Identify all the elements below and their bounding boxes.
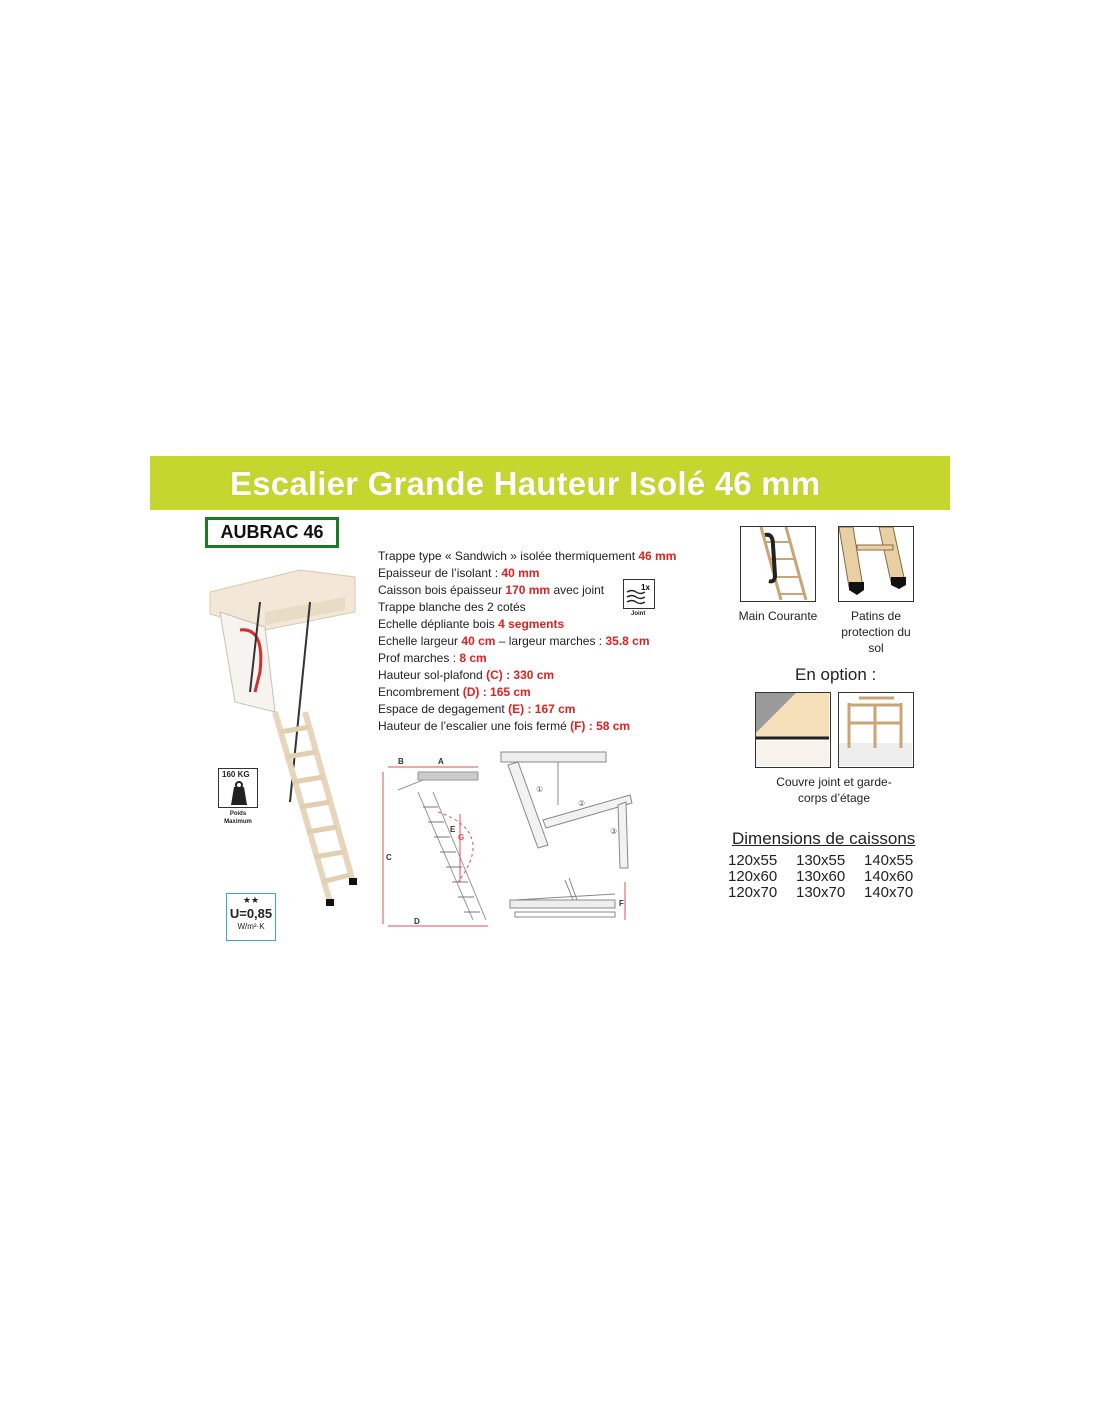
spec-text: Epaisseur de l’isolant : [378,566,502,580]
spec-text-after: avec joint [550,583,605,597]
spec-line [378,650,676,667]
label-d: D [414,917,420,926]
floor-protection-pads-caption [826,608,926,656]
max-weight-caption-line1: Poids [229,811,247,817]
joint-cover-caption-line1: Couvre joint et garde- [776,775,892,789]
options-title: En option : [795,665,877,684]
spec-value: (C) : 330 cm [486,668,555,682]
joint-count: 1x [641,583,650,592]
dimension-diagram-side [378,752,498,930]
joint-seal-caption: Joint [631,611,646,617]
dimension-cell: 120x70 [728,884,778,901]
rating-stars: ★★ [242,895,260,905]
dimension-cell: 140x60 [864,868,914,885]
u-value-unit: W/m²·K [237,922,265,931]
spec-text: Encombrement [378,685,463,699]
label-g: G [458,833,465,842]
folding-diagram [498,750,643,872]
spec-value: 8 cm [459,651,487,665]
dimension-cell: 130x70 [796,884,846,901]
spec-text: Caisson bois épaisseur [378,583,506,597]
label-b: B [398,757,404,766]
model-name-box [205,517,339,548]
max-weight-caption [218,810,258,826]
spec-value: (D) : 165 cm [462,685,531,699]
spec-line [378,718,676,735]
floor-protection-pads-icon [838,526,914,602]
dimensions-grid [728,853,932,901]
step-2-label: ② [578,799,586,808]
dimension-cell: 130x55 [796,852,846,869]
folded-height-diagram [505,872,640,930]
spec-value: 40 cm [461,634,496,648]
u-value-badge [226,893,276,941]
spec-line [378,684,676,701]
spec-value: 170 mm [505,583,551,597]
dimension-cell: 140x55 [864,852,914,869]
joint-cover-icon [755,692,831,768]
spec-line [378,633,676,650]
ladder-product-image [205,562,365,912]
spec-line [378,701,676,718]
joint-cover-caption [764,774,904,806]
handrail-caption: Main Courante [738,609,818,623]
joint-cover-caption-line2: corps d’étage [797,791,871,805]
spec-text: Echelle dépliante bois [378,617,499,631]
spec-text: Hauteur sol-plafond [378,668,487,682]
label-e: E [450,825,456,834]
u-value: U=0,85 [229,906,273,921]
step-3-label: ③ [610,827,618,836]
page-title: Escalier Grande Hauteur Isolé 46 mm [230,465,821,502]
spec-line [378,616,676,633]
spec-list [378,548,676,735]
model-name: AUBRAC 46 [220,522,324,542]
spec-text: Trappe blanche des 2 cotés [378,600,526,614]
spec-text: Echelle largeur [378,634,462,648]
pads-caption-line2: protection du [841,625,911,639]
joint-seal-icon [623,579,655,609]
spec-value: 4 segments [498,617,565,631]
dimension-cell: 120x55 [728,852,778,869]
label-c: C [386,853,392,862]
dimensions-title: Dimensions de caissons [732,829,916,848]
spec-value: (E) : 167 cm [508,702,576,716]
spec-text: Espace de degagement [378,702,509,716]
guardrail-icon [838,692,914,768]
max-weight-caption-line2: Maximum [224,819,252,825]
spec-text-after: – largeur marches : [495,634,606,648]
dimension-cell: 130x60 [796,868,846,885]
spec-value: 46 mm [638,549,677,563]
spec-text: Trappe type « Sandwich » isolée thermiquement [378,549,639,563]
step-1-label: ① [536,785,544,794]
spec-line [378,667,676,684]
spec-value: (F) : 58 cm [570,719,631,733]
spec-line [378,548,676,565]
label-f: F [619,899,624,908]
dimension-cell: 120x60 [728,868,778,885]
pads-caption-line3: sol [868,641,884,655]
dimension-cell: 140x70 [864,884,914,901]
spec-text: Hauteur de l’escalier une fois fermé [378,719,571,733]
pads-caption-line1: Patins de [850,609,902,623]
spec-value: 40 mm [501,566,540,580]
label-a: A [438,757,444,766]
spec-value-2: 35.8 cm [605,634,650,648]
max-weight-value: 160 KG [222,770,250,779]
spec-text: Prof marches : [378,651,460,665]
handrail-icon [740,526,816,602]
